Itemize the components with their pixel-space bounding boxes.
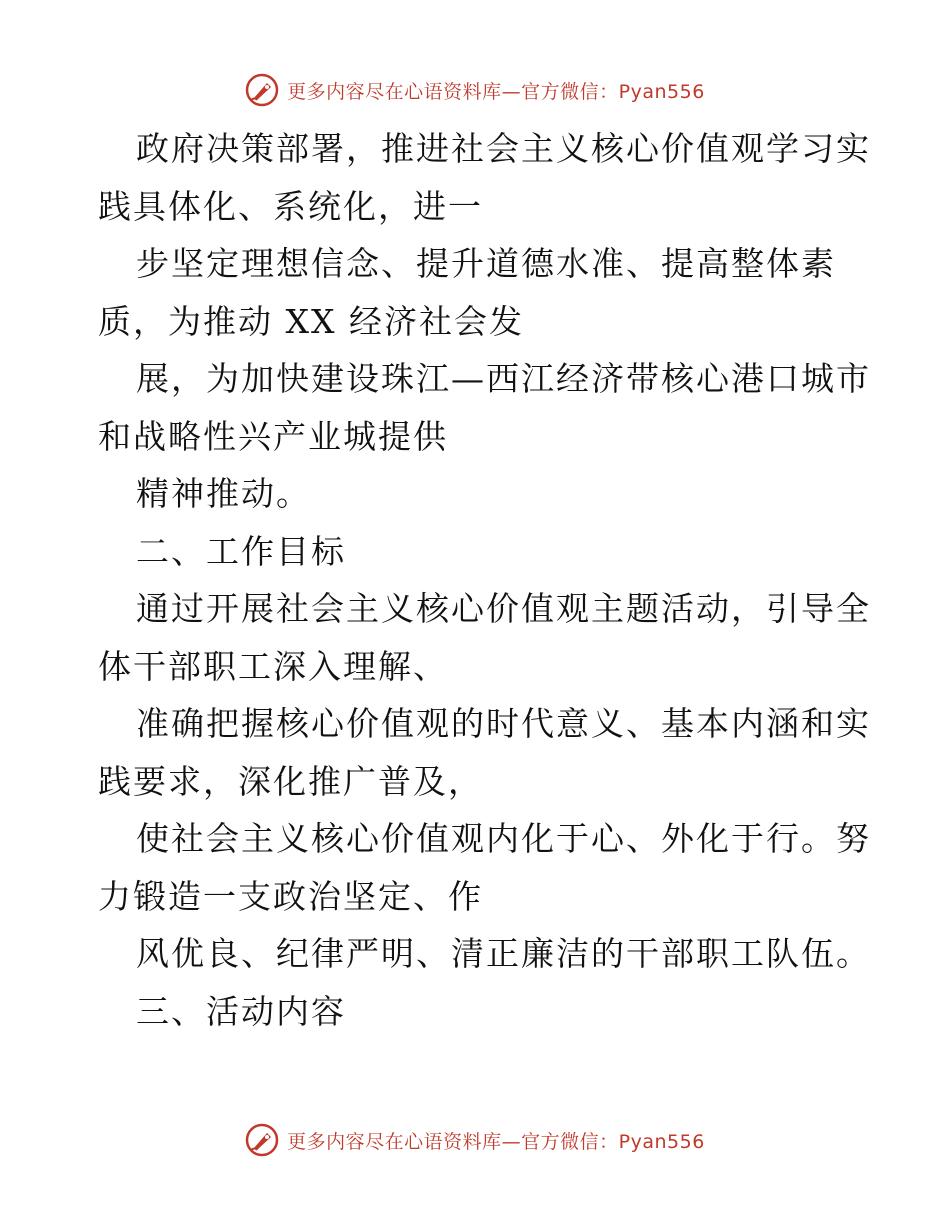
section-heading: 二、工作目标 <box>136 531 346 571</box>
header-banner <box>0 70 950 110</box>
body-line: 践具体化、系统化，进一 <box>98 186 483 226</box>
body-line: 质，为推动 XX 经济社会发 <box>98 301 524 341</box>
footer-banner-text: 更多内容尽在心语资料库—官方微信：Pyan556 <box>287 1130 705 1153</box>
body-line: 精神推动。 <box>136 474 311 513</box>
body-line: 准确把握核心价值观的时代意义、基本内涵和实 <box>136 704 871 743</box>
body-line: 风优良、纪律严明、清正廉洁的干部职工队伍。 <box>136 934 871 973</box>
section-heading: 三、活动内容 <box>136 991 346 1031</box>
pen-nib-logo-icon <box>245 73 279 107</box>
footer-banner <box>0 1120 950 1160</box>
body-line: 展，为加快建设珠江—西江经济带核心港口城市 <box>136 359 871 398</box>
document-body <box>98 120 871 1040</box>
pen-nib-logo-icon <box>245 1123 279 1157</box>
body-line: 使社会主义核心价值观内化于心、外化于行。努 <box>136 819 871 858</box>
body-line: 力锻造一支政治坚定、作 <box>98 876 483 916</box>
body-line: 步坚定理想信念、提升道德水准、提高整体素 <box>136 244 836 283</box>
header-banner-text: 更多内容尽在心语资料库—官方微信：Pyan556 <box>287 80 705 103</box>
body-line: 通过开展社会主义核心价值观主题活动，引导全 <box>136 589 871 628</box>
body-line: 和战略性兴产业城提供 <box>98 416 448 456</box>
body-line: 政府决策部署，推进社会主义核心价值观学习实 <box>136 129 871 168</box>
body-line: 体干部职工深入理解、 <box>98 646 448 686</box>
body-line: 践要求，深化推广普及， <box>98 761 483 801</box>
